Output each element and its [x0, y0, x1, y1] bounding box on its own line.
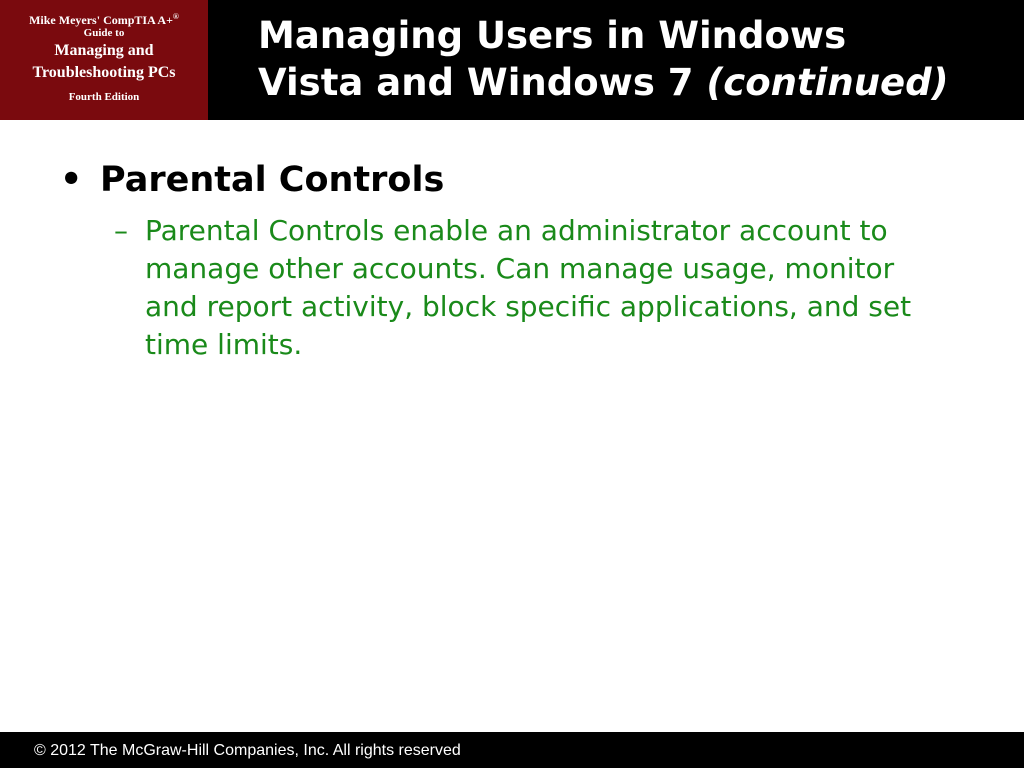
copyright-text: © 2012 The McGraw-Hill Companies, Inc. All rights reserved: [34, 742, 461, 759]
sub-bullet-dash: –: [114, 214, 128, 247]
slide-title-line2: Vista and Windows 7: [258, 61, 694, 104]
registered-mark: ®: [172, 12, 179, 21]
badge-title-line2: Troubleshooting PCs: [32, 64, 176, 81]
slide-title-line1: Managing Users in Windows: [258, 14, 847, 57]
badge-title-line1: Managing and: [54, 42, 154, 59]
footer-bar: [0, 732, 1024, 768]
bullet-label: Parental Controls: [100, 160, 445, 200]
badge-edition: Fourth Edition: [68, 91, 140, 103]
header-bar: [0, 0, 1024, 120]
bullet-parental-controls: [60, 158, 444, 202]
book-title-badge: [0, 0, 208, 120]
sub-bullet-text: Parental Controls enable an administrator account to manage other accounts. Can manage usage, monitor and report activity, block specific applications, and set time limits.: [145, 214, 912, 361]
sub-bullet-description: [114, 212, 954, 364]
slide-title-continued: (continued): [706, 61, 949, 104]
slide-content: [0, 120, 1024, 732]
slide-title: [258, 12, 1018, 106]
badge-guide-to: Guide to: [83, 27, 125, 39]
badge-series-line: Mike Meyers' CompTIA A+®: [29, 12, 179, 27]
bullet-dot: •: [60, 160, 83, 200]
